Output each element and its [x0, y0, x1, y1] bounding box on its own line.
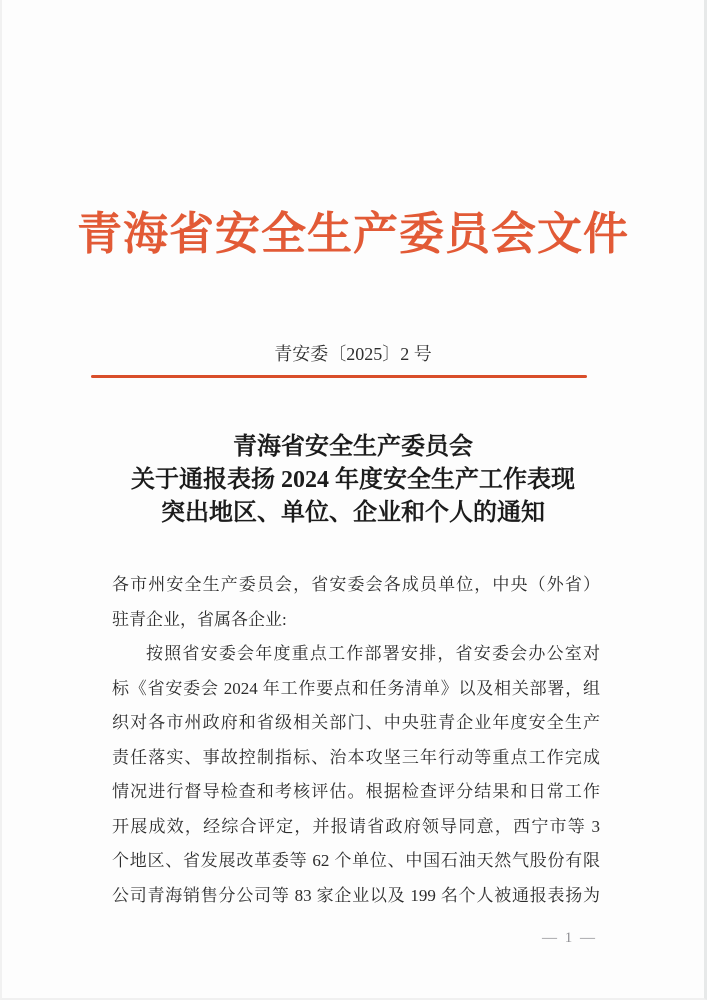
- title-line-1: 青海省安全生产委员会: [233, 434, 473, 460]
- body-line: 驻青企业，省属各企业:: [112, 609, 287, 629]
- title-line-2: 关于通报表扬 2024 年度安全生产工作表现: [131, 467, 575, 493]
- body-line: 标《省安委会 2024 年工作要点和任务清单》以及相关部署，组: [112, 678, 600, 698]
- body-line: 各市州安全生产委员会，省安委会各成员单位，中央（外省）: [112, 575, 600, 594]
- document-title: [2, 431, 704, 530]
- body-line: 个地区、省发展改革委等 62 个单位、中国石油天然气股份有限: [112, 851, 600, 870]
- body-line: 情况进行督导检查和考核评估。根据检查评分结果和日常工作: [112, 782, 600, 801]
- body-line: 开展成效，经综合评定，并报请省政府领导同意，西宁市等 3: [112, 816, 600, 836]
- red-separator-rule: [91, 375, 587, 378]
- body-line: 织对各市州政府和省级相关部门、中央驻青企业年度安全生产: [112, 713, 600, 732]
- page-number: — 1 —: [542, 930, 597, 946]
- document-header-title: 青海省安全生产委员会文件: [76, 209, 629, 259]
- body-line: 责任落实、事故控制指标、治本攻坚三年行动等重点工作完成: [112, 747, 600, 767]
- body-line: 按照省安委会年度重点工作部署安排，省安委会办公室对: [146, 644, 600, 663]
- body-line: 公司青海销售分公司等 83 家企业以及 199 名个人被通报表扬为: [112, 885, 600, 905]
- title-line-3: 突出地区、单位、企业和个人的通知: [161, 500, 545, 526]
- document-number: 青安委〔2025〕2 号: [274, 344, 432, 364]
- document-body: [112, 568, 600, 913]
